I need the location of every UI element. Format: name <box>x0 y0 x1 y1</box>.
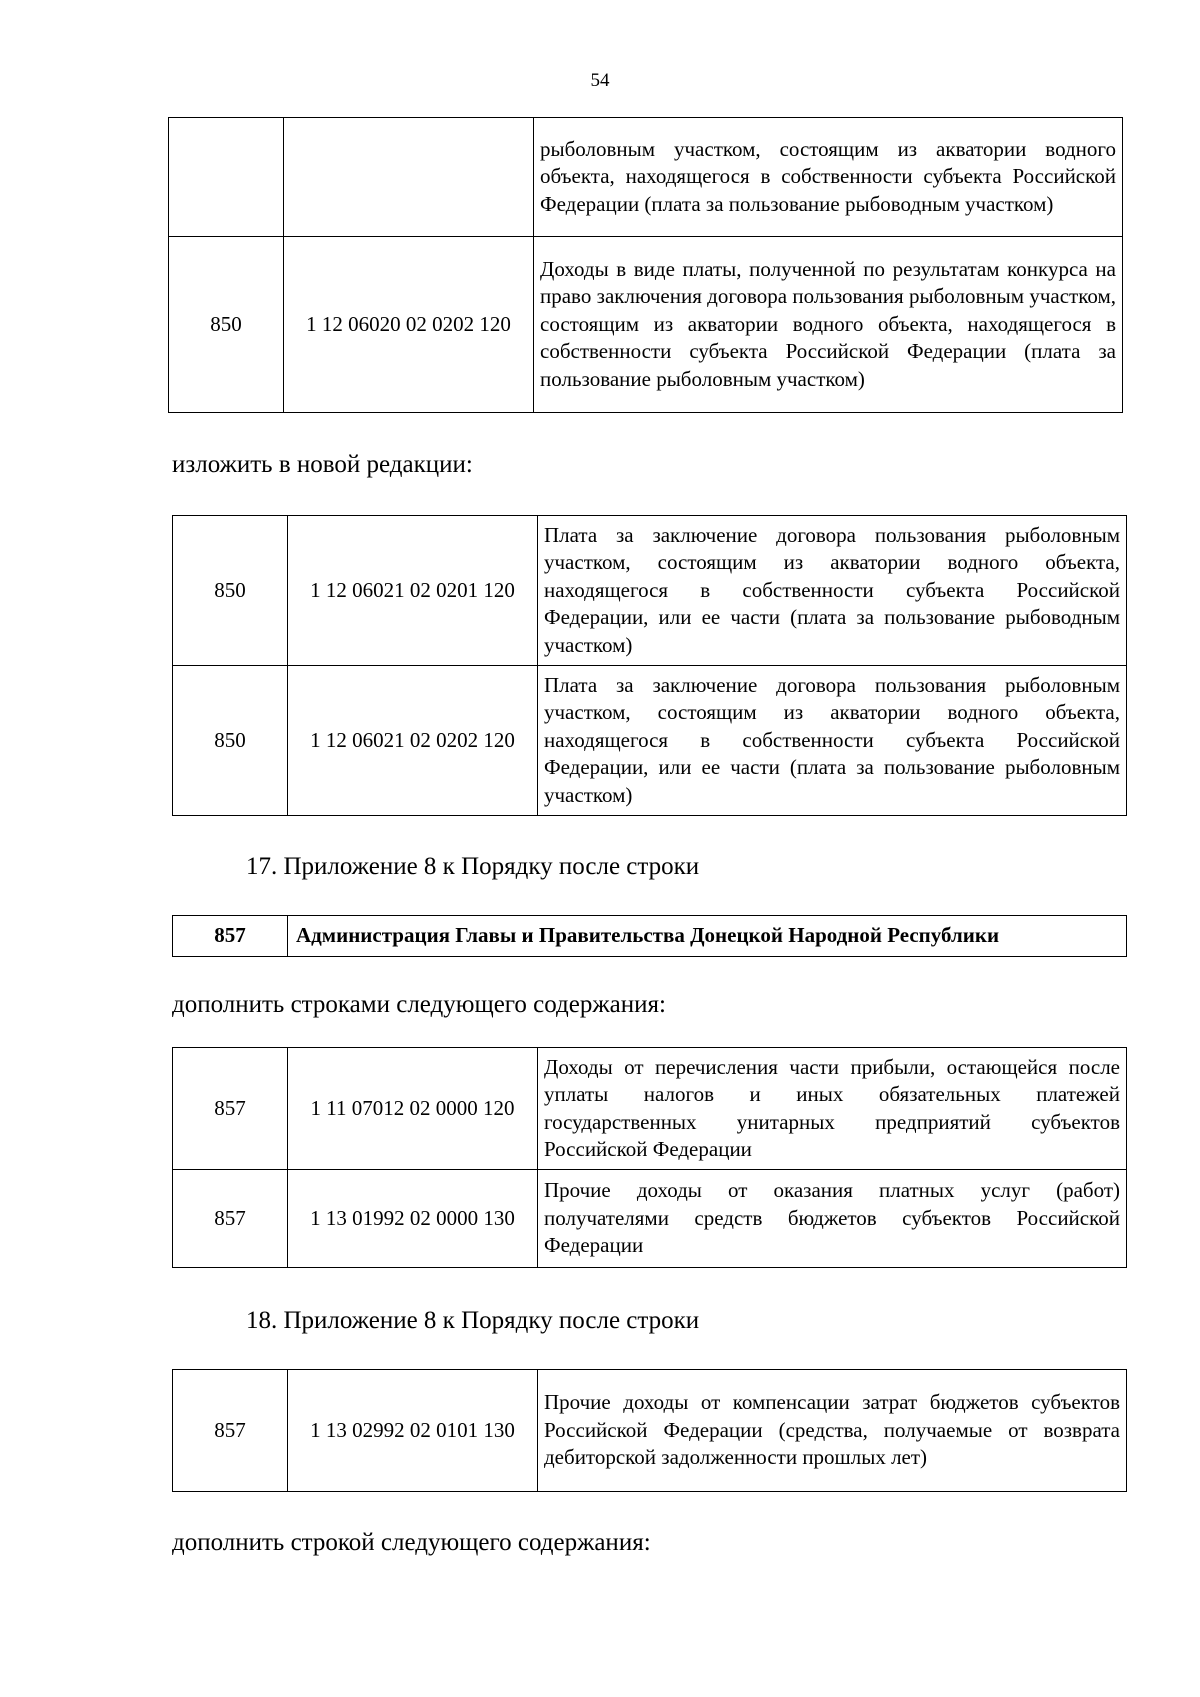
description-cell: Прочие доходы от компенсации затрат бюджетов субъектов Российской Федерации (средства, получаемые от возврата дебиторской задолженности прошлых лет) <box>538 1370 1127 1492</box>
table-row <box>173 1370 1127 1492</box>
table-row <box>173 1170 1127 1268</box>
kbk-code-cell <box>284 118 534 237</box>
admin-code-cell: 850 <box>169 237 284 413</box>
table-previous-rows <box>168 117 1123 413</box>
description-cell: Плата за заключение договора пользования рыболовным участком, состоящим из акватории водного объекта, находящегося в собственности субъекта Российской Федерации, или ее части (плата за пользование рыболовным участком) <box>538 666 1127 816</box>
admin-code-cell: 857 <box>173 1048 288 1170</box>
description-cell: Доходы в виде платы, полученной по результатам конкурса на право заключения договора пользования рыболовным участком, состоящим из акватории водного объекта, находящегося в собственности субъекта Российской Федерации (плата за пользование рыболовным участком) <box>534 237 1123 413</box>
admin-code-cell: 857 <box>173 1370 288 1492</box>
section-18-heading: 18. Приложение 8 к Порядку после строки <box>246 1307 700 1334</box>
paragraph-add-rows: дополнить строками следующего содержания: <box>172 991 666 1018</box>
description-cell: Доходы от перечисления части прибыли, остающейся после уплаты налогов и иных обязательных платежей государственных унитарных предприятий субъектов Российской Федерации <box>538 1048 1127 1170</box>
table-row <box>173 516 1127 666</box>
table-new-edition <box>172 515 1127 816</box>
administrator-title-cell: Администрация Главы и Правительства Донецкой Народной Республики <box>288 916 1127 957</box>
admin-code-cell: 857 <box>173 916 288 957</box>
admin-code-cell: 850 <box>173 516 288 666</box>
table-row <box>173 666 1127 816</box>
table-previous-row-18 <box>172 1369 1127 1492</box>
admin-code-cell <box>169 118 284 237</box>
table-added-rows <box>172 1047 1127 1268</box>
table-administrator-row <box>172 915 1127 957</box>
table-row <box>173 1048 1127 1170</box>
kbk-code-cell: 1 12 06021 02 0202 120 <box>288 666 538 816</box>
kbk-code-cell: 1 11 07012 02 0000 120 <box>288 1048 538 1170</box>
kbk-code-cell: 1 12 06020 02 0202 120 <box>284 237 534 413</box>
description-cell: Прочие доходы от оказания платных услуг (работ) получателями средств бюджетов субъектов Российской Федерации <box>538 1170 1127 1268</box>
table-row <box>169 237 1123 413</box>
table-row <box>169 118 1123 237</box>
page-number: 54 <box>590 70 610 91</box>
admin-code-cell: 857 <box>173 1170 288 1268</box>
kbk-code-cell: 1 13 02992 02 0101 130 <box>288 1370 538 1492</box>
kbk-code-cell: 1 12 06021 02 0201 120 <box>288 516 538 666</box>
admin-code-cell: 850 <box>173 666 288 816</box>
section-17-heading: 17. Приложение 8 к Порядку после строки <box>246 853 700 880</box>
table-row <box>173 916 1127 957</box>
paragraph-add-row: дополнить строкой следующего содержания: <box>172 1529 651 1556</box>
description-cell: Плата за заключение договора пользования рыболовным участком, состоящим из акватории водного объекта, находящегося в собственности субъекта Российской Федерации, или ее части (плата за пользование рыбоводным участком) <box>538 516 1127 666</box>
description-cell: рыболовным участком, состоящим из акватории водного объекта, находящегося в собственности субъекта Российской Федерации (плата за пользование рыбоводным участком) <box>534 118 1123 237</box>
paragraph-new-edition: изложить в новой редакции: <box>172 451 473 478</box>
kbk-code-cell: 1 13 01992 02 0000 130 <box>288 1170 538 1268</box>
